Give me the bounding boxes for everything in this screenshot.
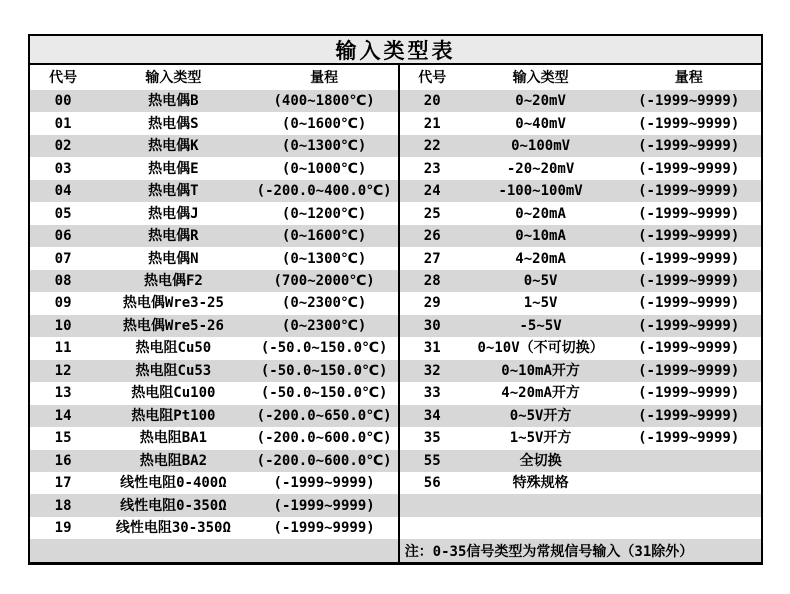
table-row-right — [400, 112, 761, 134]
left-cell-type: 热电偶Wre5-26 — [122, 317, 224, 334]
left-cell-type: 热电阻BA2 — [139, 452, 208, 469]
footnote-row — [400, 539, 761, 561]
right-cell-type: 0~5V开方 — [509, 407, 572, 424]
table-row-left — [30, 360, 398, 382]
left-cell-type: 线性电阻30-350Ω — [115, 520, 231, 537]
table-row-right — [400, 494, 761, 516]
left-cell-type: 热电偶T — [148, 183, 199, 200]
left-cell-type: 热电偶Wre3-25 — [122, 295, 224, 312]
right-cell-type: 特殊规格 — [512, 475, 569, 492]
right-cell-code: 33 — [423, 385, 441, 402]
right-cell-code: 29 — [423, 295, 441, 312]
left-cell-code: 08 — [54, 272, 72, 289]
table-row-left — [30, 539, 398, 561]
right-cell-type: 0~20mA — [515, 205, 566, 222]
table-row-left — [30, 180, 398, 202]
right-header-type: 输入类型 — [512, 69, 569, 86]
table-row-left — [30, 270, 398, 292]
right-cell-type: 0~5V — [523, 272, 558, 289]
table-row-left — [30, 517, 398, 539]
table-body — [30, 65, 761, 562]
left-cell-code: 13 — [54, 385, 72, 402]
left-cell-type: 线性电阻0-350Ω — [120, 497, 227, 514]
right-cell-range: (-1999~9999) — [638, 407, 740, 424]
left-cell-code: 12 — [54, 362, 72, 379]
table-row-left — [30, 157, 398, 179]
left-rows — [30, 90, 398, 562]
right-cell-type: -100~100mV — [498, 183, 583, 200]
right-cell-range: (-1999~9999) — [638, 340, 740, 357]
left-cell-range: (-200.0~400.0℃) — [256, 183, 392, 200]
right-cell-range: (-1999~9999) — [638, 93, 740, 110]
right-cell-range: (-1999~9999) — [638, 385, 740, 402]
footnote-text: 注：0-35信号类型为常规信号输入（31除外） — [404, 543, 694, 560]
left-header-code: 代号 — [49, 69, 78, 86]
left-cell-code: 06 — [54, 228, 72, 245]
right-cell-code: 23 — [423, 160, 441, 177]
table-row-right — [400, 247, 761, 269]
left-cell-type: 热电阻Cu53 — [135, 362, 212, 379]
right-cell-type: 0~10V（不可切换） — [477, 340, 604, 357]
left-cell-range: (0~1200℃) — [281, 205, 367, 222]
right-cell-type: 0~10mA开方 — [501, 362, 580, 379]
left-cell-code: 15 — [54, 430, 72, 447]
right-cell-code: 35 — [423, 430, 441, 447]
left-cell-code: 09 — [54, 295, 72, 312]
right-cell-range: (-1999~9999) — [638, 272, 740, 289]
left-cell-code: 10 — [54, 317, 72, 334]
left-cell-range: (400~1800℃) — [273, 93, 375, 110]
right-cell-code: 27 — [423, 250, 441, 267]
right-cell-type: -5~5V — [519, 317, 562, 334]
left-cell-range: (0~1300℃) — [281, 250, 367, 267]
right-cell-code: 21 — [423, 115, 441, 132]
right-cell-type: 0~10mA — [515, 228, 566, 245]
table-row-left — [30, 315, 398, 337]
right-cell-code: 26 — [423, 228, 441, 245]
left-cell-type: 热电偶R — [148, 228, 199, 245]
right-cell-code: 24 — [423, 183, 441, 200]
left-cell-code: 05 — [54, 205, 72, 222]
right-cell-type: 全切换 — [519, 452, 562, 469]
left-cell-code: 04 — [54, 183, 72, 200]
right-cell-code: 25 — [423, 205, 441, 222]
right-cell-range: (-1999~9999) — [638, 362, 740, 379]
right-cell-code: 30 — [423, 317, 441, 334]
left-cell-range: (0~1000℃) — [281, 160, 367, 177]
left-cell-range: (0~2300℃) — [281, 295, 367, 312]
table-row-right — [400, 405, 761, 427]
right-header-range: 量程 — [674, 69, 703, 86]
left-cell-code: 00 — [54, 93, 72, 110]
right-cell-range: (-1999~9999) — [638, 295, 740, 312]
left-cell-type: 热电阻Cu50 — [135, 340, 212, 357]
table-row-left — [30, 337, 398, 359]
input-type-table — [28, 34, 763, 565]
right-cell-type: 4~20mA — [515, 250, 566, 267]
table-row-right — [400, 450, 761, 472]
table-row-left — [30, 472, 398, 494]
right-cell-type: 0~40mV — [515, 115, 566, 132]
left-cell-range: (-200.0~650.0℃) — [256, 407, 392, 424]
left-cell-type: 热电偶N — [148, 250, 199, 267]
right-cell-range: (-1999~9999) — [638, 138, 740, 155]
left-cell-code: 18 — [54, 497, 72, 514]
left-cell-range: (-50.0~150.0℃) — [260, 385, 388, 402]
table-row-left — [30, 494, 398, 516]
right-cell-range: (-1999~9999) — [638, 430, 740, 447]
right-cell-range: (-1999~9999) — [638, 160, 740, 177]
left-cell-range: (0~1300℃) — [281, 138, 367, 155]
left-cell-type: 热电偶J — [148, 205, 199, 222]
left-cell-range: (-200.0~600.0℃) — [256, 452, 392, 469]
right-cell-code: 34 — [423, 407, 441, 424]
table-row-left — [30, 450, 398, 472]
left-cell-range: (-50.0~150.0℃) — [260, 362, 388, 379]
right-cell-code: 56 — [423, 475, 441, 492]
right-cell-code: 28 — [423, 272, 441, 289]
right-rows — [400, 90, 761, 562]
left-header-range: 量程 — [310, 69, 339, 86]
left-cell-type: 热电阻Pt100 — [131, 407, 216, 424]
left-cell-code: 01 — [54, 115, 72, 132]
right-cell-code: 31 — [423, 340, 441, 357]
right-cell-range: (-1999~9999) — [638, 228, 740, 245]
right-cell-type: 4~20mA开方 — [501, 385, 580, 402]
left-header-row — [30, 65, 398, 90]
right-cell-type: 1~5V开方 — [509, 430, 572, 447]
right-cell-range: (-1999~9999) — [638, 317, 740, 334]
table-row-right — [400, 202, 761, 224]
table-row-left — [30, 225, 398, 247]
table-row-left — [30, 247, 398, 269]
table-row-right — [400, 292, 761, 314]
left-cell-type: 线性电阻0-400Ω — [120, 475, 227, 492]
left-cell-code: 14 — [54, 407, 72, 424]
table-row-right — [400, 382, 761, 404]
right-cell-code: 20 — [423, 93, 441, 110]
left-cell-range: (-1999~9999) — [273, 497, 375, 514]
left-cell-range: (-1999~9999) — [273, 475, 375, 492]
table-row-right — [400, 472, 761, 494]
table-row-right — [400, 157, 761, 179]
left-cell-type: 热电偶B — [148, 93, 199, 110]
right-cell-type: 0~20mV — [515, 93, 566, 110]
right-cell-range: (-1999~9999) — [638, 115, 740, 132]
left-cell-code: 17 — [54, 475, 72, 492]
left-header-type: 输入类型 — [145, 69, 202, 86]
right-cell-range: (-1999~9999) — [638, 250, 740, 267]
table-row-right — [400, 337, 761, 359]
table-row-left — [30, 427, 398, 449]
table-row-left — [30, 405, 398, 427]
table-row-left — [30, 202, 398, 224]
left-cell-range: (0~1600℃) — [281, 228, 367, 245]
right-cell-code: 22 — [423, 138, 441, 155]
right-cell-type: 0~100mV — [511, 138, 571, 155]
left-cell-range: (-200.0~600.0℃) — [256, 430, 392, 447]
right-cell-code: 55 — [423, 452, 441, 469]
table-row-right — [400, 270, 761, 292]
table-row-left — [30, 135, 398, 157]
table-row-left — [30, 292, 398, 314]
left-cell-range: (0~2300℃) — [281, 317, 367, 334]
left-cell-type: 热电偶S — [148, 115, 199, 132]
table-title: 输入类型表 — [30, 36, 761, 65]
table-row-right — [400, 90, 761, 112]
right-header-code: 代号 — [418, 69, 447, 86]
right-header-row — [400, 65, 761, 90]
right-subtable — [398, 65, 761, 562]
left-cell-code: 11 — [54, 340, 72, 357]
table-row-right — [400, 427, 761, 449]
table-row-right — [400, 135, 761, 157]
right-cell-type: 1~5V — [523, 295, 558, 312]
left-cell-code: 19 — [54, 520, 72, 537]
table-row-right — [400, 517, 761, 539]
table-row-right — [400, 180, 761, 202]
right-cell-type: -20~20mV — [506, 160, 575, 177]
table-row-left — [30, 90, 398, 112]
left-cell-type: 热电阻Cu100 — [131, 385, 216, 402]
left-cell-type: 热电阻BA1 — [139, 430, 208, 447]
left-cell-type: 热电偶K — [148, 138, 199, 155]
left-cell-type: 热电偶E — [148, 160, 199, 177]
right-cell-range: (-1999~9999) — [638, 205, 740, 222]
left-cell-type: 热电偶F2 — [143, 272, 203, 289]
left-subtable — [30, 65, 398, 562]
table-row-right — [400, 360, 761, 382]
table-row-right — [400, 225, 761, 247]
left-cell-range: (0~1600℃) — [281, 115, 367, 132]
right-cell-code: 32 — [423, 362, 441, 379]
left-cell-code: 02 — [54, 138, 72, 155]
left-cell-range: (-1999~9999) — [273, 520, 375, 537]
left-cell-range: (700~2000℃) — [273, 272, 375, 289]
right-cell-range: (-1999~9999) — [638, 183, 740, 200]
left-cell-range: (-50.0~150.0℃) — [260, 340, 388, 357]
left-cell-code: 16 — [54, 452, 72, 469]
table-row-left — [30, 112, 398, 134]
left-cell-code: 07 — [54, 250, 72, 267]
table-row-left — [30, 382, 398, 404]
left-cell-code: 03 — [54, 160, 72, 177]
table-row-right — [400, 315, 761, 337]
